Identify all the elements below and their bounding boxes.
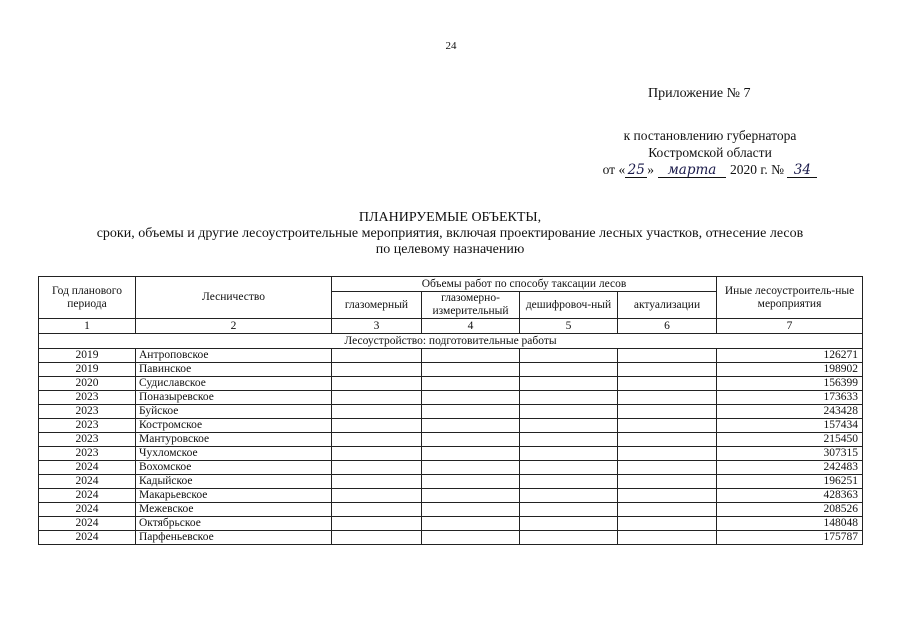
document-title [60,210,840,258]
cell-decode [520,391,618,405]
cell-forestry: Межевское [136,503,332,517]
table-row [39,419,863,433]
table-row [39,531,863,545]
cell-visual-measure [422,461,520,475]
cell-visual-measure [422,391,520,405]
decree-date-line [560,161,860,178]
cell-decode [520,405,618,419]
cell-other: 175787 [717,531,863,545]
table-row [39,391,863,405]
cell-forestry: Парфеньевское [136,531,332,545]
cell-decode [520,349,618,363]
cell-other: 156399 [717,377,863,391]
decree-month: марта [658,163,726,178]
table-row [39,349,863,363]
cell-year: 2023 [39,419,136,433]
cell-other: 242483 [717,461,863,475]
cell-actualization [618,489,717,503]
title-subtitle-1: сроки, объемы и другие лесоустроительные мероприятия, включая проектирование лесных участков, отнесение лесов [96,226,804,241]
title-subtitle-2: по целевому назначению [375,242,525,257]
header-actualization: актуализации [618,292,717,319]
cell-actualization [618,475,717,489]
header-volumes-group: Объемы работ по способу таксации лесов [332,277,717,292]
cell-visual [332,489,422,503]
cell-decode [520,461,618,475]
cell-decode [520,419,618,433]
cell-visual [332,517,422,531]
column-numbers-row [39,319,863,334]
cell-other: 307315 [717,447,863,461]
cell-other: 215450 [717,433,863,447]
cell-year: 2023 [39,433,136,447]
cell-year: 2019 [39,349,136,363]
cell-visual-measure [422,503,520,517]
cell-other: 148048 [717,517,863,531]
cell-visual [332,461,422,475]
cell-visual [332,391,422,405]
decree-year: 2020 г. № [729,162,784,177]
column-number: 5 [520,319,618,334]
cell-visual-measure [422,363,520,377]
cell-decode [520,363,618,377]
cell-forestry: Мантуровское [136,433,332,447]
column-number: 6 [618,319,717,334]
column-number: 1 [39,319,136,334]
cell-actualization [618,419,717,433]
cell-visual [332,405,422,419]
cell-visual-measure [422,489,520,503]
table-row [39,377,863,391]
table-row [39,489,863,503]
title-main: ПЛАНИРУЕМЫЕ ОБЪЕКТЫ, [358,210,542,225]
cell-other: 428363 [717,489,863,503]
cell-year: 2023 [39,447,136,461]
cell-visual-measure [422,433,520,447]
cell-visual-measure [422,517,520,531]
cell-year: 2024 [39,517,136,531]
cell-forestry: Поназыревское [136,391,332,405]
cell-decode [520,433,618,447]
header-visual: глазомерный [332,292,422,319]
cell-forestry: Судиславское [136,377,332,391]
table-row [39,405,863,419]
column-number: 7 [717,319,863,334]
cell-other: 208526 [717,503,863,517]
column-number: 3 [332,319,422,334]
cell-visual-measure [422,419,520,433]
table-row [39,461,863,475]
cell-visual-measure [422,531,520,545]
cell-visual [332,349,422,363]
cell-visual-measure [422,405,520,419]
cell-forestry: Костромское [136,419,332,433]
cell-actualization [618,377,717,391]
cell-forestry: Макарьевское [136,489,332,503]
decree-day: 25 [625,163,647,178]
cell-visual [332,433,422,447]
table-row [39,363,863,377]
cell-forestry: Павинское [136,363,332,377]
cell-visual-measure [422,447,520,461]
cell-decode [520,377,618,391]
cell-actualization [618,517,717,531]
column-number: 4 [422,319,520,334]
cell-year: 2019 [39,363,136,377]
section-row [39,334,863,349]
cell-visual [332,447,422,461]
cell-other: 173633 [717,391,863,405]
cell-other: 198902 [717,363,863,377]
cell-forestry: Октябрьское [136,517,332,531]
cell-actualization [618,433,717,447]
header-forestry: Лесничество [136,277,332,319]
table-header-row [39,277,863,292]
cell-decode [520,503,618,517]
cell-visual [332,531,422,545]
decree-day-close: » [647,162,654,177]
table-row [39,517,863,531]
decree-line-1: к постановлению губернатора [623,128,797,143]
cell-visual-measure [422,349,520,363]
decree-reference [560,127,860,178]
cell-year: 2024 [39,489,136,503]
cell-visual [332,377,422,391]
cell-other: 126271 [717,349,863,363]
cell-other: 196251 [717,475,863,489]
cell-actualization [618,349,717,363]
cell-visual [332,363,422,377]
cell-forestry: Антроповское [136,349,332,363]
cell-forestry: Буйское [136,405,332,419]
page-number: 24 [445,40,457,52]
cell-actualization [618,363,717,377]
decree-line-2: Костромской области [648,145,772,160]
cell-actualization [618,405,717,419]
cell-actualization [618,461,717,475]
cell-year: 2023 [39,391,136,405]
column-number: 2 [136,319,332,334]
cell-visual-measure [422,377,520,391]
cell-visual [332,503,422,517]
cell-actualization [618,531,717,545]
cell-year: 2024 [39,531,136,545]
appendix-label: Приложение № 7 [648,86,751,101]
cell-decode [520,475,618,489]
cell-actualization [618,447,717,461]
cell-visual [332,475,422,489]
table-row [39,447,863,461]
table-row [39,475,863,489]
table-row [39,433,863,447]
cell-year: 2024 [39,475,136,489]
planned-objects-table [38,276,863,545]
cell-year: 2020 [39,377,136,391]
cell-other: 157434 [717,419,863,433]
header-other: Иные лесоустроитель-ные мероприятия [717,277,863,319]
cell-forestry: Чухломское [136,447,332,461]
header-decode: дешифровоч-ный [520,292,618,319]
decree-prefix: от « [602,162,626,177]
cell-actualization [618,391,717,405]
cell-forestry: Вохомское [136,461,332,475]
section-title: Лесоустройство: подготовительные работы [39,334,863,349]
cell-other: 243428 [717,405,863,419]
cell-forestry: Кадыйское [136,475,332,489]
cell-visual-measure [422,475,520,489]
cell-actualization [618,503,717,517]
cell-year: 2024 [39,503,136,517]
decree-number: 34 [787,163,817,178]
cell-year: 2024 [39,461,136,475]
cell-decode [520,489,618,503]
table-row [39,503,863,517]
cell-visual [332,419,422,433]
cell-decode [520,517,618,531]
header-year: Год планового периода [39,277,136,319]
cell-decode [520,447,618,461]
cell-decode [520,531,618,545]
cell-year: 2023 [39,405,136,419]
header-visual-measure: глазомерно-измерительный [422,292,520,319]
